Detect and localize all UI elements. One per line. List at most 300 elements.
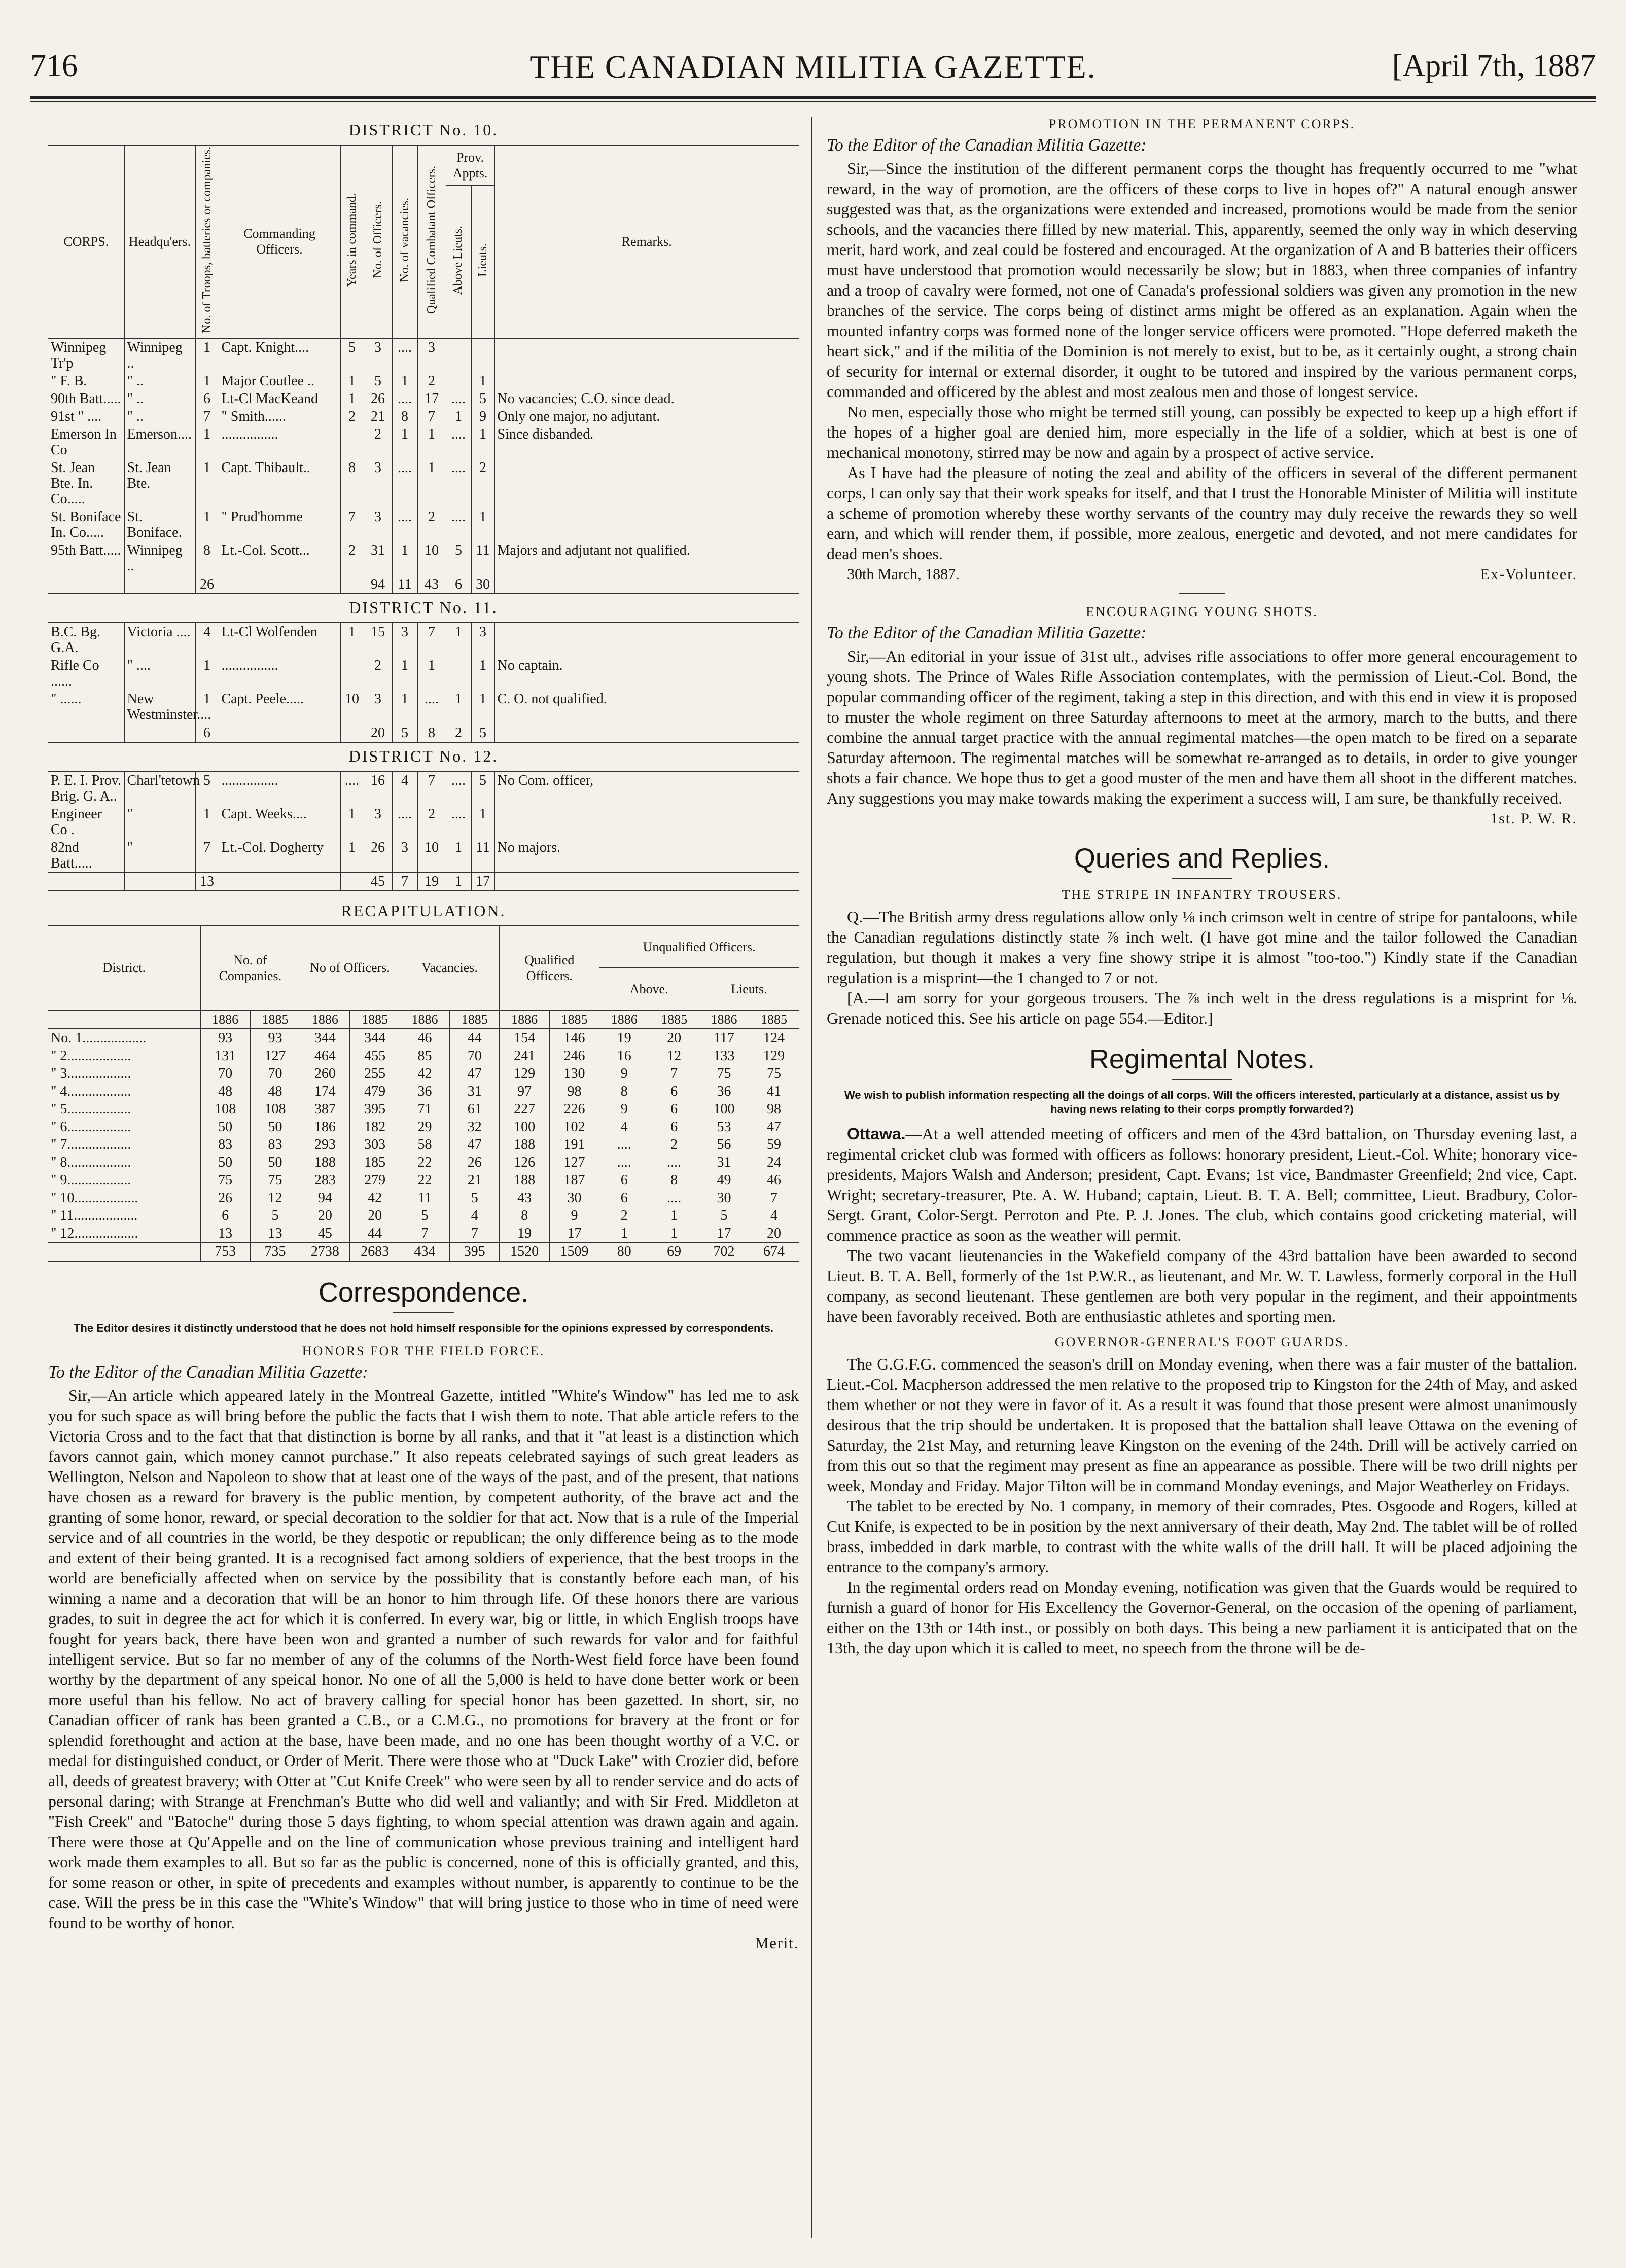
cell-corps: Emerson In Co [51, 426, 117, 458]
table-row [48, 372, 799, 390]
district-table [48, 145, 799, 594]
cell-years: 5 [340, 338, 364, 372]
recap-district: " 11.................. [51, 1207, 138, 1223]
recap-value: 108 [200, 1100, 250, 1118]
cell-troops: 5 [195, 771, 219, 805]
troops-header [195, 145, 219, 338]
regimental-note: We wish to publish information respecting all the doings of all corps. Will the officers interested, particularly at a distance, assist us by having news relating to their corps promptly forwarded?) [844, 1089, 1560, 1115]
recap-total: 395 [450, 1242, 500, 1261]
cell-corps: B.C. Bg. G.A. [51, 624, 101, 656]
cell-troops: 6 [195, 390, 219, 408]
editor-disclaimer: The Editor desires it distinctly understood that he does not hold himself responsible for the opinions expressed by correspondents. [73, 1321, 774, 1335]
recap-row [48, 1047, 799, 1065]
cell-above: .... [446, 390, 471, 408]
recap-row [48, 1171, 799, 1189]
recap-total: 1509 [549, 1242, 599, 1261]
cell-officer: ................ [219, 771, 340, 805]
encouraging-body: Sir,—An editorial in your issue of 31st ult., advises rifle associations to offer more general encouragement to young shots. The Prince of Wales Rifle Association contemplates, with the permission of Lieut.-Col. Bond, the popular commanding officer of the regiment, taking a step in this direction, and with this end in view it is proposed to muster the whole regiment on three Saturday afternoons to meet at the armory, march to the butts, and there combine the annual target practice with the annual regimental matches—the open match to be fired on a separate Saturday afternoon. The regimental matches will be somewhat re-arranged as to details, in order to give younger shots a fair chance. We hope thus to get a good muster of the men and have them all shoot in the different matches. Any suggestions you may make towards making the experiment a success will, I am sure, be thankfully received. [827, 647, 1577, 807]
recap-unqualified-header: Unqualified Officers. [599, 926, 799, 968]
recap-value: 22 [400, 1171, 449, 1189]
ottawa-lead: Ottawa. [847, 1125, 906, 1143]
honors-to-editor: To the Editor of the Canadian Militia Gazette: [48, 1362, 368, 1382]
table-row [48, 459, 799, 508]
cell-qual: 1 [417, 459, 446, 508]
recap-value: 2 [599, 1207, 649, 1225]
cell-remarks: C. O. not qualified. [494, 690, 799, 724]
recap-row [48, 1154, 799, 1171]
promotion-signature: Ex-Volunteer. [1480, 566, 1577, 583]
recap-value: .... [649, 1189, 699, 1207]
cell-officer: Capt. Knight.... [219, 338, 340, 372]
recap-value: 227 [500, 1100, 549, 1118]
recap-district: " 12.................. [51, 1225, 138, 1241]
table-row [48, 623, 799, 657]
cell-above: .... [446, 805, 471, 839]
cell-troops: 7 [195, 839, 219, 873]
promotion-sign-row [847, 566, 1577, 583]
table-row [48, 508, 799, 542]
recap-value: 43 [500, 1189, 549, 1207]
recap-value: 4 [749, 1207, 799, 1225]
total-qual: 43 [417, 575, 446, 594]
cell-corps: 95th Batt..... [51, 542, 121, 558]
recap-value: 303 [350, 1136, 400, 1154]
vacancies-header-text: No. of vacancies. [398, 197, 411, 282]
recap-value: 83 [250, 1136, 300, 1154]
recap-value: 36 [400, 1083, 449, 1100]
cell-corps: " ...... [51, 691, 82, 707]
cell-years: 2 [340, 408, 364, 425]
cell-qual: 10 [417, 542, 446, 575]
cell-remarks [494, 623, 799, 657]
cell-above [446, 338, 471, 372]
stripe-question: Q.—The British army dress regulations allow only ⅛ inch crimson welt in centre of stripe for pantaloons, while the Canadian regulations distinctly state ⅞ inch welt. (I have got mine and the tailor followed the Canadian regulation, but though it makes a very fine showy stripe it is almost "too-too.") Kindly state if the Canadian regulation is a misprint—the 1 changed to 7 or not. [827, 908, 1577, 987]
cell-above: .... [446, 425, 471, 459]
cell-troops: 7 [195, 408, 219, 425]
recap-value: 395 [350, 1100, 400, 1118]
recap-total: 80 [599, 1242, 649, 1261]
queries-heading: Queries and Replies. [1074, 843, 1330, 874]
cell-years: .... [340, 771, 364, 805]
recap-value: 58 [400, 1136, 449, 1154]
total-troops: 13 [195, 872, 219, 891]
cell-officer: ................ [219, 657, 340, 690]
cell-vac: 1 [392, 690, 417, 724]
cell-lieuts: 1 [471, 508, 494, 542]
cell-qual: 10 [417, 839, 446, 873]
recap-value: 47 [450, 1065, 500, 1083]
cell-remarks: Since disbanded. [494, 425, 799, 459]
cell-qual: 17 [417, 390, 446, 408]
recap-value: 6 [599, 1171, 649, 1189]
total-remarks [494, 575, 799, 594]
cell-vac: 3 [392, 623, 417, 657]
cell-above: 1 [446, 690, 471, 724]
recap-value: 19 [500, 1225, 549, 1243]
recap-year: 1885 [749, 1010, 799, 1029]
cell-lieuts: 1 [471, 690, 494, 724]
recap-value: 5 [400, 1207, 449, 1225]
remarks-header [494, 145, 799, 338]
recap-value: 47 [450, 1136, 500, 1154]
recap-value: 154 [500, 1029, 549, 1047]
district-title: DISTRICT No. 10. [348, 121, 499, 139]
recap-total: 1520 [500, 1242, 549, 1261]
recap-value: 42 [400, 1065, 449, 1083]
recap-value: 32 [450, 1118, 500, 1136]
recap-value: 6 [649, 1118, 699, 1136]
cell-officers: 15 [364, 623, 392, 657]
recap-value: 26 [450, 1154, 500, 1171]
cell-above: 1 [446, 839, 471, 873]
recap-above-header: Above. [599, 968, 699, 1010]
promotion-subhead: PROMOTION IN THE PERMANENT CORPS. [1048, 117, 1356, 131]
cell-years: 2 [340, 542, 364, 575]
cell-corps: 82nd Batt..... [51, 839, 92, 871]
cell-vac: 1 [392, 542, 417, 575]
recap-value: 30 [549, 1189, 599, 1207]
recap-total: 702 [699, 1242, 749, 1261]
lieuts-header-text: Lieuts. [476, 243, 489, 277]
recap-value: 94 [300, 1189, 350, 1207]
cell-corps: Winnipeg Tr'p [51, 339, 107, 371]
recap-value: 124 [749, 1029, 799, 1047]
recap-value: 41 [749, 1083, 799, 1100]
regimental-rule [1172, 1079, 1232, 1080]
recap-value: 387 [300, 1100, 350, 1118]
cell-troops: 8 [195, 542, 219, 575]
recap-value: 7 [450, 1225, 500, 1243]
promotion-para: No men, especially those who might be termed still young, can possibly be expected to keep up a high effort if the hopes of a higher goal are denied him, more especially in the life of a soldier, which at best is one of mechanical monotony, stirred may be now and again by a prospect of active service. [827, 403, 1577, 461]
table-row [48, 805, 799, 839]
recap-qualified-header: Qualified Officers. [500, 926, 599, 1010]
recap-value: 129 [500, 1065, 549, 1083]
recap-value: 75 [699, 1065, 749, 1083]
cell-qual: 2 [417, 805, 446, 839]
recap-value: 98 [749, 1100, 799, 1118]
cell-troops: 4 [195, 623, 219, 657]
cell-qual: 7 [417, 771, 446, 805]
recap-value: 29 [400, 1118, 449, 1136]
recap-value: 20 [350, 1207, 400, 1225]
ggfg-para: The tablet to be erected by No. 1 company, in memory of their comrades, Ptes. Osgoode and Rogers, killed at Cut Knife, is expected to be in position by the next anniversary of their death, May 2nd. The tablet will be of rolled brass, imbedded in dark marble, to contrast with the white walls of the drill hall. It will be placed adjoining the entrance to the company's armory. [827, 1497, 1577, 1576]
recap-value: 42 [350, 1189, 400, 1207]
recap-row [48, 1029, 799, 1047]
cell-qual: 2 [417, 508, 446, 542]
total-corps [48, 872, 124, 891]
cell-years: 1 [340, 390, 364, 408]
cell-vac: 3 [392, 839, 417, 873]
recap-total: 753 [200, 1242, 250, 1261]
recap-value: 5 [699, 1207, 749, 1225]
vacancies-header [392, 145, 417, 338]
recap-value: 191 [549, 1136, 599, 1154]
recap-value: 6 [649, 1083, 699, 1100]
total-officer [219, 575, 340, 594]
recap-year: 1886 [699, 1010, 749, 1029]
recap-year: 1885 [450, 1010, 500, 1029]
cell-years [340, 425, 364, 459]
recap-value: 13 [200, 1225, 250, 1243]
cell-remarks: Majors and adjutant not qualified. [494, 542, 799, 575]
recap-value: 4 [450, 1207, 500, 1225]
recap-value: 17 [699, 1225, 749, 1243]
qualified-header-text: Qualified Combatant Officers. [425, 165, 438, 314]
cell-officer: " Smith...... [219, 408, 340, 425]
total-above: 1 [446, 872, 471, 891]
recap-value: 46 [400, 1029, 449, 1047]
recap-value: 7 [400, 1225, 449, 1243]
masthead-title: THE CANADIAN MILITIA GAZETTE. [529, 49, 1097, 85]
cell-troops: 1 [195, 372, 219, 390]
recap-value: 1 [599, 1225, 649, 1243]
commanding-officers-header-text: Commanding Officers. [243, 226, 315, 257]
recap-value: 59 [749, 1136, 799, 1154]
recap-district: " 7.................. [51, 1136, 131, 1153]
recap-value: .... [599, 1136, 649, 1154]
recap-value: 4 [599, 1118, 649, 1136]
recap-value: 45 [300, 1225, 350, 1243]
troops-header-text: No. of Troops, batteries or companies. [200, 147, 214, 333]
recap-value: 241 [500, 1047, 549, 1065]
cell-lieuts: 2 [471, 459, 494, 508]
above-lieuts-header [446, 186, 471, 338]
corps-header [48, 145, 124, 338]
recap-row [48, 1225, 799, 1243]
cell-years: 1 [340, 623, 364, 657]
cell-remarks [494, 372, 799, 390]
honors-subhead: HONORS FOR THE FIELD FORCE. [302, 1343, 545, 1358]
recap-value: 102 [549, 1118, 599, 1136]
cell-hq: " [124, 839, 195, 873]
recap-value: 100 [699, 1100, 749, 1118]
promotion-para: Sir,—Since the institution of the different permanent corps the thought has frequently occurred to me "what reward, in the way of promotion, are the officers of these corps to live in hopes of?" A natural enough answer suggested was that, as the organizations were extended and increased, promotions would be made from the senior schools, and the vacancies there filled by new material. This, apparently, seemed the only way in which deserving merit, hard work, and zeal could be fostered and encouraged. At the organization of A and B batteries their officers must have understood that promotion would necessarily be slow; but in 1883, when three companies of infantry and a troop of cavalry were formed, not one of Canada's professional soldiers was given any promotion in the new branches of the service. The corps being of distinct arms might be offered as an explanation. Again when the mounted infantry corps was formed none of the longer service officers were promoted. "Hope deferred maketh the heart sick," and if the militia of the Dominion is not merely to exist, but to be, as it certainly ought, a strong chain of security for internal or external disorder, it ought to be tutored and inspired by the various permanent corps, commanded and officered by the ablest and most zealous men and those of longest service. [827, 159, 1577, 401]
cell-officers: 3 [364, 690, 392, 724]
total-vac: 7 [392, 872, 417, 891]
recap-value: 455 [350, 1047, 400, 1065]
cell-officers: 3 [364, 459, 392, 508]
recap-value: 246 [549, 1047, 599, 1065]
recap-value: 83 [200, 1136, 250, 1154]
cell-officer: Lt.-Col. Dogherty [219, 839, 340, 873]
stripe-subhead: THE STRIPE IN INFANTRY TROUSERS. [1062, 887, 1342, 902]
queries-rule [1172, 878, 1232, 879]
recap-value: 186 [300, 1118, 350, 1136]
ottawa-notes [827, 1124, 1577, 1326]
recap-value: 97 [500, 1083, 549, 1100]
recap-officers-header: No of Officers. [300, 926, 400, 1010]
total-officers: 94 [364, 575, 392, 594]
qualified-header [417, 145, 446, 338]
total-officer [219, 872, 340, 891]
cell-lieuts: 5 [471, 390, 494, 408]
recap-value: 7 [649, 1065, 699, 1083]
recap-row [48, 1100, 799, 1118]
cell-corps: " F. B. [51, 373, 87, 389]
cell-officers: 3 [364, 508, 392, 542]
cell-vac: .... [392, 338, 417, 372]
total-qual: 19 [417, 872, 446, 891]
cell-officer: Lt.-Col. Scott... [219, 542, 340, 575]
total-lieuts: 30 [471, 575, 494, 594]
recap-total-row [48, 1242, 799, 1261]
total-row [48, 872, 799, 891]
cell-vac: 1 [392, 372, 417, 390]
recap-value: 20 [649, 1029, 699, 1047]
cell-officer: Lt-Cl Wolfenden [219, 623, 340, 657]
page-number: 716 [30, 49, 78, 83]
recap-row [48, 1065, 799, 1083]
recap-table [48, 925, 799, 1262]
cell-troops: 1 [195, 805, 219, 839]
promotion-letter [827, 158, 1577, 564]
cell-qual: .... [417, 690, 446, 724]
stripe-answer: [A.—I am sorry for your gorgeous trousers. The ⅞ inch welt in the dress regulations is a misprint for ⅛. Grenade noticed this. See his article on page 554.—Editor.] [827, 989, 1577, 1027]
recap-value: 93 [200, 1029, 250, 1047]
recap-value: 126 [500, 1154, 549, 1171]
total-remarks [494, 724, 799, 742]
recap-value: 2 [649, 1136, 699, 1154]
promotion-date: 30th March, 1887. [847, 566, 960, 583]
cell-remarks: No captain. [494, 657, 799, 690]
section-divider [1179, 593, 1225, 594]
total-lieuts: 17 [471, 872, 494, 891]
total-hq [124, 872, 195, 891]
recap-year: 1886 [500, 1010, 549, 1029]
cell-vac: .... [392, 805, 417, 839]
recap-value: 93 [250, 1029, 300, 1047]
recap-value: 22 [400, 1154, 449, 1171]
cell-above: 1 [446, 408, 471, 425]
cell-corps: St. Boniface In. Co..... [51, 509, 121, 541]
recap-total: 434 [400, 1242, 449, 1261]
recap-total: 2738 [300, 1242, 350, 1261]
cell-officers: 3 [364, 805, 392, 839]
headquarters-header-text: Headqu'ers. [128, 234, 191, 249]
cell-qual: 7 [417, 408, 446, 425]
cell-years: 10 [340, 690, 364, 724]
correspondence-rule [393, 1312, 454, 1313]
ggfg-subhead: GOVERNOR-GENERAL'S FOOT GUARDS. [1054, 1335, 1350, 1349]
cell-corps: P. E. I. Prov. Brig. G. A.. [51, 772, 121, 804]
corps-header-text: CORPS. [63, 234, 109, 249]
recap-value: 174 [300, 1083, 350, 1100]
cell-qual: 7 [417, 623, 446, 657]
total-hq [124, 575, 195, 594]
recap-district: " 4.................. [51, 1083, 131, 1099]
recap-value: 1 [649, 1225, 699, 1243]
recap-vacancies-header: Vacancies. [400, 926, 500, 1010]
ggfg-para: In the regimental orders read on Monday evening, notification was given that the Guards would be required to furnish a guard of honor for His Excellency the Governor-General, on the occasion of the opening of parliament, either on the 13th or 14th inst., or possibly on both days. This being a new parliament it is anticipated that on the 13th, the day upon which it is called to meet, no speech from the throne will be de- [827, 1578, 1577, 1657]
cell-qual: 2 [417, 372, 446, 390]
recap-value: 8 [599, 1083, 649, 1100]
cell-vac: 4 [392, 771, 417, 805]
recap-value: 53 [699, 1118, 749, 1136]
headquarters-header [124, 145, 195, 338]
recap-value: 13 [250, 1225, 300, 1243]
recap-value: 61 [450, 1100, 500, 1118]
commanding-officers-header [219, 145, 340, 338]
cell-remarks: Only one major, no adjutant. [494, 408, 799, 425]
district-tables [48, 121, 799, 891]
no-officers-header [364, 145, 392, 338]
recap-value: 11 [400, 1189, 449, 1207]
cell-remarks: No Com. officer, [494, 771, 799, 805]
cell-officers: 3 [364, 338, 392, 372]
honors-letter [48, 1385, 799, 1933]
cell-above [446, 657, 471, 690]
recap-value: 108 [250, 1100, 300, 1118]
recap-district-header: District. [48, 926, 200, 1010]
cell-lieuts: 1 [471, 805, 494, 839]
cell-qual: 1 [417, 657, 446, 690]
recap-value: 75 [200, 1171, 250, 1189]
recap-value: 70 [200, 1065, 250, 1083]
recap-value: 9 [599, 1100, 649, 1118]
ggfg-para: The G.G.F.G. commenced the season's drill on Monday evening, when there was a fair muster of the battalion. Lieut.-Col. Macpherson addressed the men relative to the proposed trip to Kingston for the 24th of May, and asked them whether or not they were in favor of it. As a result it was found that those present were almost unanimously desirous that the trip should be undertaken. It is proposed that the battalion shall leave Ottawa on the evening of Saturday, the 21st May, and returning leave Kingston on the evening of the 24th. Drill will be actively carried on from this out so that the regiment may present as fine an appearance as possible. There will be two drill nights per week, Monday and Friday. Major Tilton will be in command Monday evenings, and Major Weatherley on Fridays. [827, 1355, 1577, 1495]
district-table [48, 771, 799, 891]
cell-hq: " .... [124, 657, 195, 690]
right-column [827, 117, 1577, 2248]
cell-lieuts: 1 [471, 425, 494, 459]
cell-troops: 1 [195, 508, 219, 542]
header-rule [30, 96, 1596, 99]
recap-value: 188 [500, 1171, 549, 1189]
cell-officer: Lt-Cl MacKeand [219, 390, 340, 408]
recap-value: 26 [200, 1189, 250, 1207]
total-vac: 5 [392, 724, 417, 742]
recap-value: 9 [549, 1207, 599, 1225]
total-corps [48, 575, 124, 594]
recap-value: 12 [649, 1047, 699, 1065]
total-officers: 45 [364, 872, 392, 891]
recap-row [48, 1189, 799, 1207]
recap-year: 1886 [599, 1010, 649, 1029]
recap-total: 2683 [350, 1242, 400, 1261]
ottawa-para-1-text: —At a well attended meeting of officers and men of the 43rd battalion, on Thursday evening last, a regimental cricket club was formed with officers as follows: honorary president, Lieut.-Col. White; honorary vice-presidents, Majors Walsh and Anderson; president, Capt. Evans; 1st vice, Bandmaster Greenfield; 2nd vice, Capt. Wright; secretary-treasurer, Pte. A. W. Huband; captain, Lieut. B. T. A. Bell; committee, Lieut. Bradbury, Color-Sergt. Grant, Color-Sergt. Perroton and Pte. P. J. Jones. The club, which contains good cricketing material, will commence practice as soon as the weather will permit. [827, 1125, 1577, 1244]
cell-vac: 8 [392, 408, 417, 425]
recap-value: 44 [450, 1029, 500, 1047]
recap-value: 98 [549, 1083, 599, 1100]
regimental-heading: Regimental Notes. [1089, 1044, 1315, 1074]
recap-total: 674 [749, 1242, 799, 1261]
recap-year: 1885 [350, 1010, 400, 1029]
cell-officers: 16 [364, 771, 392, 805]
recap-value: 49 [699, 1171, 749, 1189]
recap-district: " 8.................. [51, 1154, 131, 1170]
cell-remarks: No majors. [494, 839, 799, 873]
cell-lieuts: 3 [471, 623, 494, 657]
cell-vac: 1 [392, 657, 417, 690]
total-qual: 8 [417, 724, 446, 742]
no-officers-header-text: No. of Officers. [371, 201, 384, 278]
recap-value: 5 [450, 1189, 500, 1207]
cell-corps: 90th Batt..... [51, 390, 121, 407]
recap-value: 85 [400, 1047, 449, 1065]
recap-value: 50 [200, 1154, 250, 1171]
cell-officers: 31 [364, 542, 392, 575]
recap-value: 30 [699, 1189, 749, 1207]
cell-corps: St. Jean Bte. In. Co..... [51, 459, 95, 507]
recap-value: 17 [549, 1225, 599, 1243]
cell-qual: 1 [417, 425, 446, 459]
recap-value: 46 [749, 1171, 799, 1189]
prov-appts-header-text: Prov. Appts. [452, 150, 488, 181]
recap-value: 36 [699, 1083, 749, 1100]
recap-value: 100 [500, 1118, 549, 1136]
recap-value: 48 [250, 1083, 300, 1100]
cell-officer: " Prud'homme [219, 508, 340, 542]
